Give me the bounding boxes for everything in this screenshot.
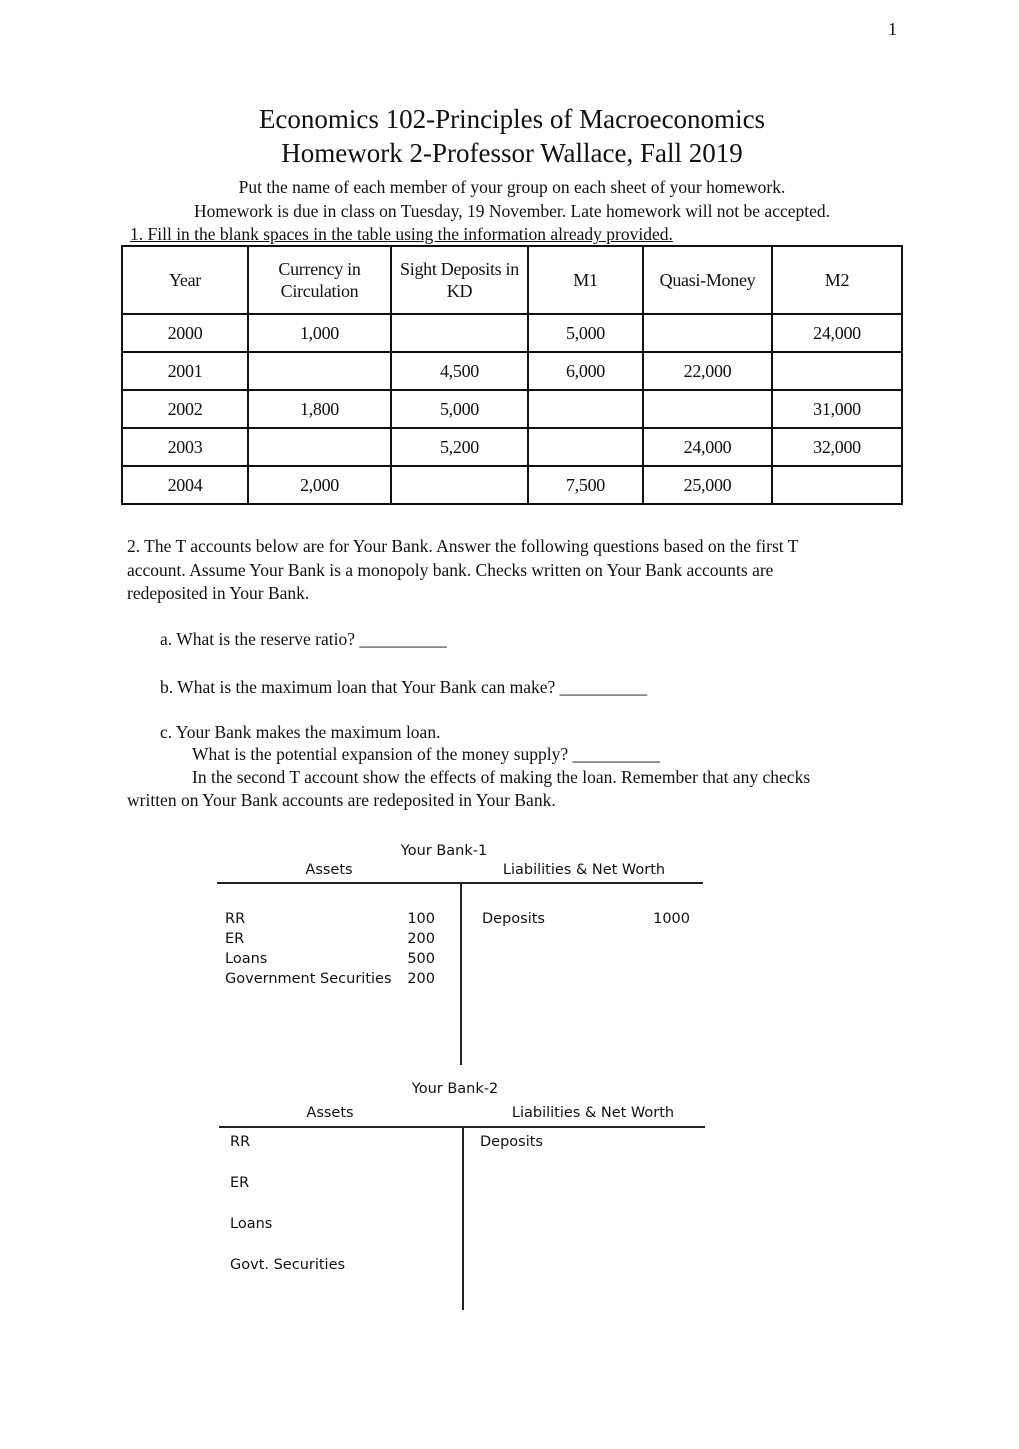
t-account-vertical-line xyxy=(462,1127,464,1310)
assets-label: Assets xyxy=(306,1105,354,1121)
question-2c-instruction-cont: written on Your Bank accounts are redeposited in Your Bank. xyxy=(127,790,556,810)
cell: 24,000 xyxy=(772,314,902,352)
table-row xyxy=(122,314,902,352)
liability-value: 1000 xyxy=(653,911,690,927)
cell: 7,500 xyxy=(528,466,643,504)
q2-line-1: 2. The T accounts below are for Your Bank. Answer the following questions based on the first T xyxy=(127,536,799,556)
cell[interactable] xyxy=(528,428,643,466)
cell: 1,000 xyxy=(248,314,391,352)
cell: 5,200 xyxy=(391,428,528,466)
table-row xyxy=(122,428,902,466)
cell: 4,500 xyxy=(391,352,528,390)
asset-value: 200 xyxy=(407,971,435,987)
question-2a: a. What is the reserve ratio? __________ xyxy=(160,629,447,649)
asset-value: 200 xyxy=(407,931,435,947)
cell: 2003 xyxy=(122,428,248,466)
cell[interactable] xyxy=(772,466,902,504)
cell[interactable] xyxy=(391,314,528,352)
header-quasi-money: Quasi-Money xyxy=(643,246,772,314)
cell: 2004 xyxy=(122,466,248,504)
money-supply-table xyxy=(121,245,903,505)
question-1: 1. Fill in the blank spaces in the table using the information already provided. xyxy=(130,224,673,244)
asset-value: 500 xyxy=(407,951,435,967)
cell[interactable] xyxy=(643,314,772,352)
cell: 25,000 xyxy=(643,466,772,504)
cell[interactable] xyxy=(248,428,391,466)
t-account-title: Your Bank-2 xyxy=(411,1081,499,1097)
header-m1: M1 xyxy=(528,246,643,314)
cell: 31,000 xyxy=(772,390,902,428)
asset-label: RR xyxy=(230,1134,251,1150)
title-line-1: Economics 102-Principles of Macroeconomics xyxy=(258,104,766,134)
question-2c-expansion: What is the potential expansion of the money supply? __________ xyxy=(192,744,661,764)
assets-label: Assets xyxy=(305,862,353,878)
cell: 2,000 xyxy=(248,466,391,504)
asset-label: Government Securities xyxy=(225,971,392,987)
q2-line-2: account. Assume Your Bank is a monopoly bank. Checks written on Your Bank accounts are xyxy=(127,560,774,580)
cell: 6,000 xyxy=(528,352,643,390)
cell: 2002 xyxy=(122,390,248,428)
cell: 1,800 xyxy=(248,390,391,428)
table-row xyxy=(122,390,902,428)
question-2b: b. What is the maximum loan that Your Bank can make? __________ xyxy=(160,677,648,697)
instruction-2: Homework is due in class on Tuesday, 19 November. Late homework will not be accepted. xyxy=(193,201,831,221)
table-row xyxy=(122,352,902,390)
table-row xyxy=(122,466,902,504)
liability-label: Deposits xyxy=(480,1134,543,1150)
cell: 32,000 xyxy=(772,428,902,466)
t-account-title: Your Bank-1 xyxy=(400,843,488,859)
asset-label: Loans xyxy=(230,1216,273,1232)
header-m2: M2 xyxy=(772,246,902,314)
asset-label: Loans xyxy=(225,951,268,967)
question-2c-instruction: In the second T account show the effects of making the loan. Remember that any checks xyxy=(192,767,811,787)
header-sight-deposits: Sight Deposits in KD xyxy=(391,246,528,314)
header-year: Year xyxy=(122,246,248,314)
q2-line-3: redeposited in Your Bank. xyxy=(127,583,310,603)
cell[interactable] xyxy=(643,390,772,428)
asset-label: Govt. Securities xyxy=(230,1257,346,1273)
asset-label: RR xyxy=(225,911,246,927)
header-currency: Currency in Circulation xyxy=(248,246,391,314)
title-line-2: Homework 2-Professor Wallace, Fall 2019 xyxy=(281,138,743,168)
instruction-1: Put the name of each member of your group on each sheet of your homework. xyxy=(238,177,786,197)
cell: 2000 xyxy=(122,314,248,352)
page-number: 1 xyxy=(888,19,897,39)
asset-label: ER xyxy=(225,931,245,947)
cell: 24,000 xyxy=(643,428,772,466)
liabilities-label: Liabilities & Net Worth xyxy=(511,1105,675,1121)
t-account-vertical-line xyxy=(460,883,462,1065)
cell: 5,000 xyxy=(391,390,528,428)
question-2c: c. Your Bank makes the maximum loan. xyxy=(160,722,441,742)
liability-label: Deposits xyxy=(482,911,545,927)
cell: 22,000 xyxy=(643,352,772,390)
cell[interactable] xyxy=(528,390,643,428)
liabilities-label: Liabilities & Net Worth xyxy=(502,862,666,878)
cell[interactable] xyxy=(391,466,528,504)
cell[interactable] xyxy=(248,352,391,390)
cell[interactable] xyxy=(772,352,902,390)
cell: 2001 xyxy=(122,352,248,390)
asset-label: ER xyxy=(230,1175,250,1191)
table-header-row xyxy=(122,246,902,314)
cell: 5,000 xyxy=(528,314,643,352)
asset-value: 100 xyxy=(407,911,435,927)
